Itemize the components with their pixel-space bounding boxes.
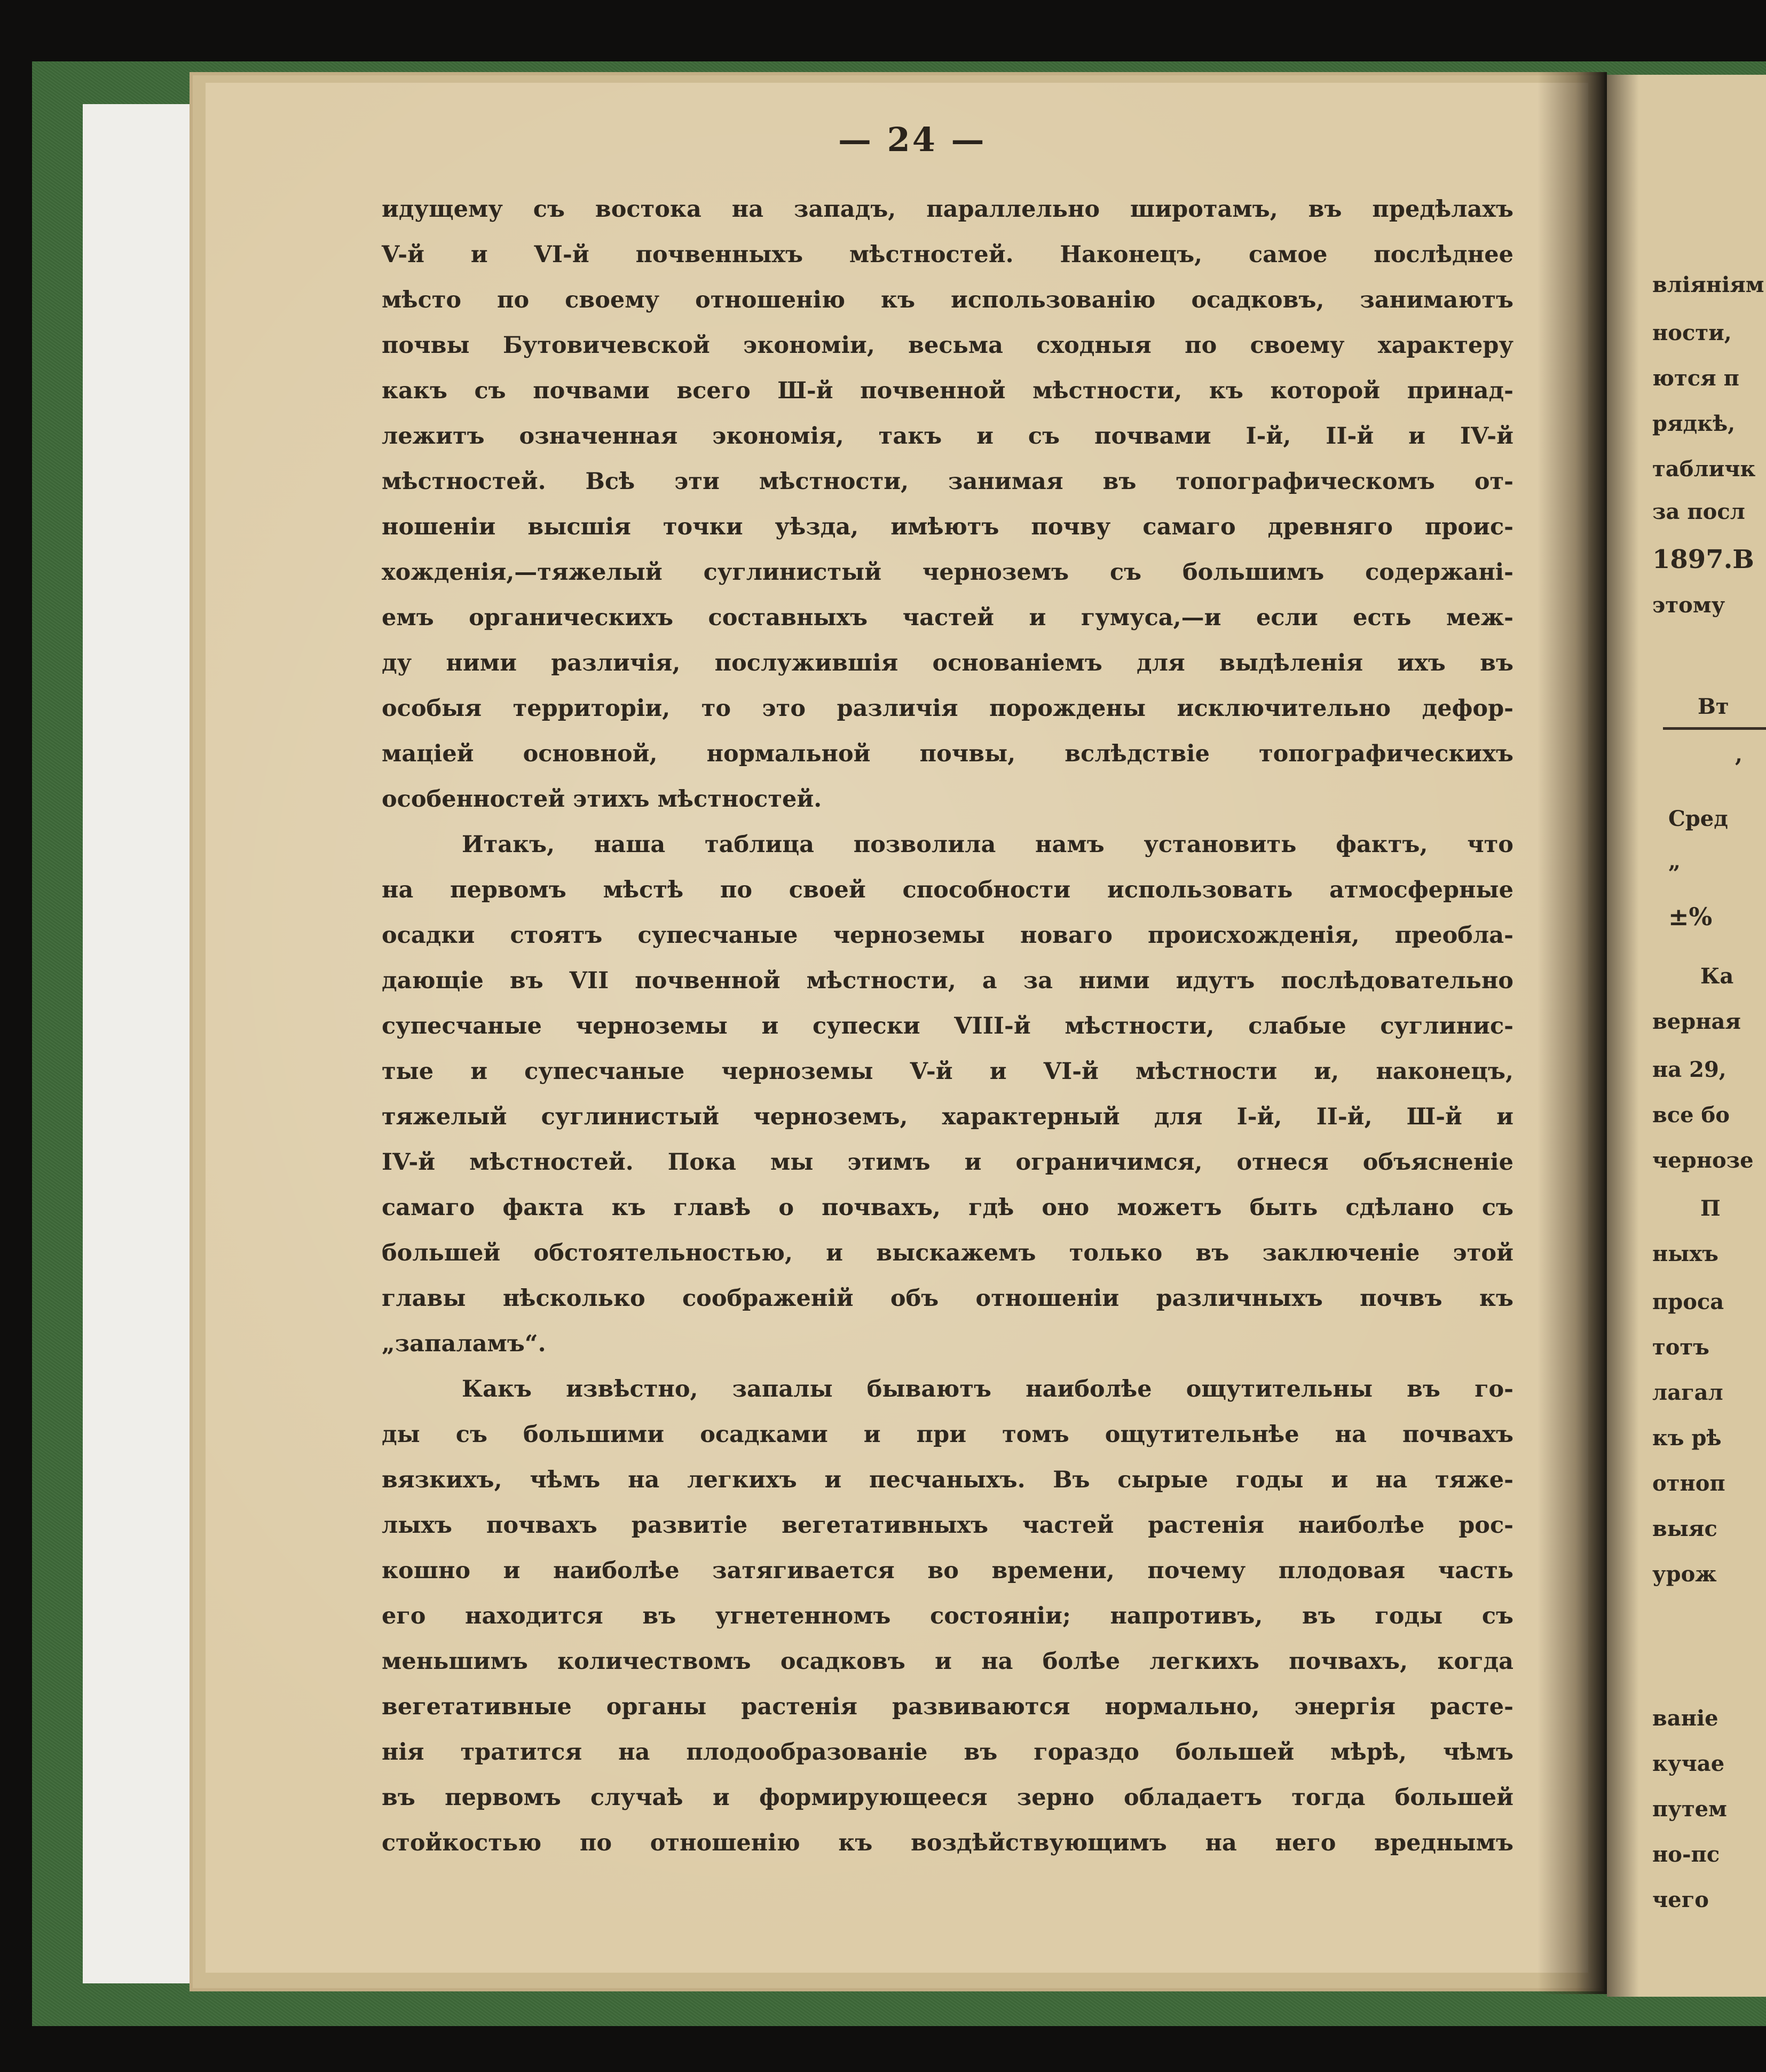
facing-fragment: ются п <box>1652 366 1739 391</box>
text-line: самаго факта къ главѣ о почвахъ, гдѣ оно можетъ быть сдѣлано съ <box>382 1194 1513 1221</box>
paragraph-start: Итакъ, наша таблица позволила намъ установить фактъ, что <box>462 831 1513 858</box>
text-line: V-й и VI-й почвенныхъ мѣстностей. Наконецъ, самое послѣднее <box>382 241 1513 268</box>
text-line: въ первомъ случаѣ и формирующееся зерно обладаетъ тогда большей <box>382 1784 1513 1811</box>
facing-fragment: Ка <box>1700 964 1734 989</box>
facing-fragment: ныхъ <box>1652 1241 1718 1266</box>
text-line: супесчаные черноземы и супески VIII-й мѣстности, слабые суглинис- <box>382 1013 1513 1039</box>
facing-fragment: ±% <box>1668 902 1713 931</box>
body-text <box>382 187 1513 1866</box>
facing-fragment: путем <box>1652 1797 1727 1822</box>
text-line: нія тратится на плодообразованіе въ гораздо большей мѣрѣ, чѣмъ <box>382 1739 1513 1766</box>
facing-fragment: верная <box>1652 1009 1741 1034</box>
text-line: „запаламъ“. <box>382 1330 546 1357</box>
facing-fragment: ности, <box>1652 320 1732 345</box>
facing-fragment: тотъ <box>1652 1335 1709 1360</box>
book-gutter <box>1538 72 1607 1994</box>
facing-fragment: чернозе <box>1652 1148 1754 1173</box>
facing-fragment: ваніе <box>1652 1706 1718 1731</box>
text-line: ды съ большими осадками и при томъ ощутительнѣе на почвахъ <box>382 1421 1513 1448</box>
table-rule <box>1663 727 1766 730</box>
facing-fragment: Сред <box>1668 806 1728 831</box>
text-line: его находится въ угнетенномъ состояніи; напротивъ, въ годы съ <box>382 1603 1513 1629</box>
text-line: дающіе въ VII почвенной мѣстности, а за ними идутъ послѣдовательно <box>382 967 1513 994</box>
facing-fragment: выяс <box>1652 1516 1717 1541</box>
facing-fragment: урож <box>1652 1562 1717 1587</box>
text-line: главы нѣсколько соображеній объ отношеніи различныхъ почвъ къ <box>382 1285 1513 1312</box>
paragraph-start: Какъ извѣстно, запалы бываютъ наиболѣе ощутительны въ го- <box>462 1376 1513 1403</box>
text-line: какъ съ почвами всего Ш-й почвенной мѣстности, къ которой принад- <box>382 377 1513 404</box>
facing-fragment: за посл <box>1652 499 1745 524</box>
facing-fragment: Вт <box>1698 694 1729 719</box>
text-line: кошно и наиболѣе затягивается во времени, почему плодовая часть <box>382 1557 1513 1584</box>
text-line: IV-й мѣстностей. Пока мы этимъ и ограничимся, отнеся объясненіе <box>382 1149 1513 1176</box>
facing-fragment: табличк <box>1652 456 1756 482</box>
text-line: меньшимъ количествомъ осадковъ и на болѣе легкихъ почвахъ, когда <box>382 1648 1513 1675</box>
text-line: маціей основной, нормальной почвы, вслѣдствіе топографическихъ <box>382 740 1513 767</box>
text-line: тые и супесчаные черноземы V-й и VI-й мѣстности и, наконецъ, <box>382 1058 1513 1085</box>
text-line: на первомъ мѣстѣ по своей способности использовать атмосферные <box>382 877 1513 903</box>
text-line: ду ними различія, послужившія основаніемъ для выдѣленія ихъ въ <box>382 650 1513 676</box>
text-line: особенностей этихъ мѣстностей. <box>382 786 822 813</box>
text-line: лежитъ означенная экономія, такъ и съ почвами I-й, II-й и IV-й <box>382 423 1513 450</box>
facing-fragment: лагал <box>1652 1380 1723 1405</box>
facing-fragment: рядкѣ, <box>1652 411 1736 436</box>
text-line: вегетативные органы растенія развиваются нормально, энергія расте- <box>382 1693 1513 1720</box>
facing-fragment: проса <box>1652 1289 1724 1314</box>
facing-fragment: къ рѣ <box>1652 1425 1722 1451</box>
facing-fragment: , <box>1735 742 1743 767</box>
facing-fragment: этому <box>1652 593 1725 618</box>
facing-fragment: на 29, <box>1652 1057 1726 1082</box>
gutter-shadow <box>1607 75 1639 1997</box>
facing-fragment: но-пс <box>1652 1842 1720 1867</box>
text-line: хожденія,—тяжелый суглинистый черноземъ съ большимъ содержані- <box>382 559 1513 586</box>
page-number: — 24 — <box>838 120 987 159</box>
text-line: большей обстоятельностью, и выскажемъ только въ заключеніе этой <box>382 1240 1513 1266</box>
facing-fragment: „ <box>1668 849 1681 874</box>
text-line: мѣстностей. Всѣ эти мѣстности, занимая въ топографическомъ от- <box>382 468 1513 495</box>
text-line: вязкихъ, чѣмъ на легкихъ и песчаныхъ. Въ сырые годы и на тяже- <box>382 1467 1513 1493</box>
text-line: осадки стоятъ супесчаные черноземы новаго происхожденія, преобла- <box>382 922 1513 949</box>
right-page-edge <box>1607 75 1766 1997</box>
text-line: идущему съ востока на западъ, параллельно широтамъ, въ предѣлахъ <box>382 196 1513 223</box>
text-line: особыя территоріи, то это различія порождены исключительно дефор- <box>382 695 1513 722</box>
text-line: емъ органическихъ составныхъ частей и гумуса,—и если есть меж- <box>382 604 1513 631</box>
facing-fragment: 1897.В <box>1652 545 1754 574</box>
text-line: тяжелый суглинистый черноземъ, характерный для I-й, II-й, Ш-й и <box>382 1104 1513 1130</box>
text-line: ношеніи высшія точки уѣзда, имѣютъ почву самаго древняго проис- <box>382 514 1513 540</box>
facing-fragment: все бо <box>1652 1102 1730 1128</box>
facing-fragment: кучае <box>1652 1751 1725 1776</box>
text-line: почвы Бутовичевской экономіи, весьма сходныя по своему характеру <box>382 332 1513 359</box>
text-line: лыхъ почвахъ развитіе вегетативныхъ частей растенія наиболѣе рос- <box>382 1512 1513 1539</box>
facing-fragment: вліяніям <box>1652 272 1764 297</box>
facing-fragment: П <box>1700 1196 1721 1221</box>
facing-fragment: отноп <box>1652 1471 1725 1496</box>
text-line: стойкостью по отношенію къ воздѣйствующимъ на него вреднымъ <box>382 1830 1513 1856</box>
facing-fragment: чего <box>1652 1887 1709 1912</box>
text-line: мѣсто по своему отношенію къ использованію осадковъ, занимаютъ <box>382 287 1513 313</box>
